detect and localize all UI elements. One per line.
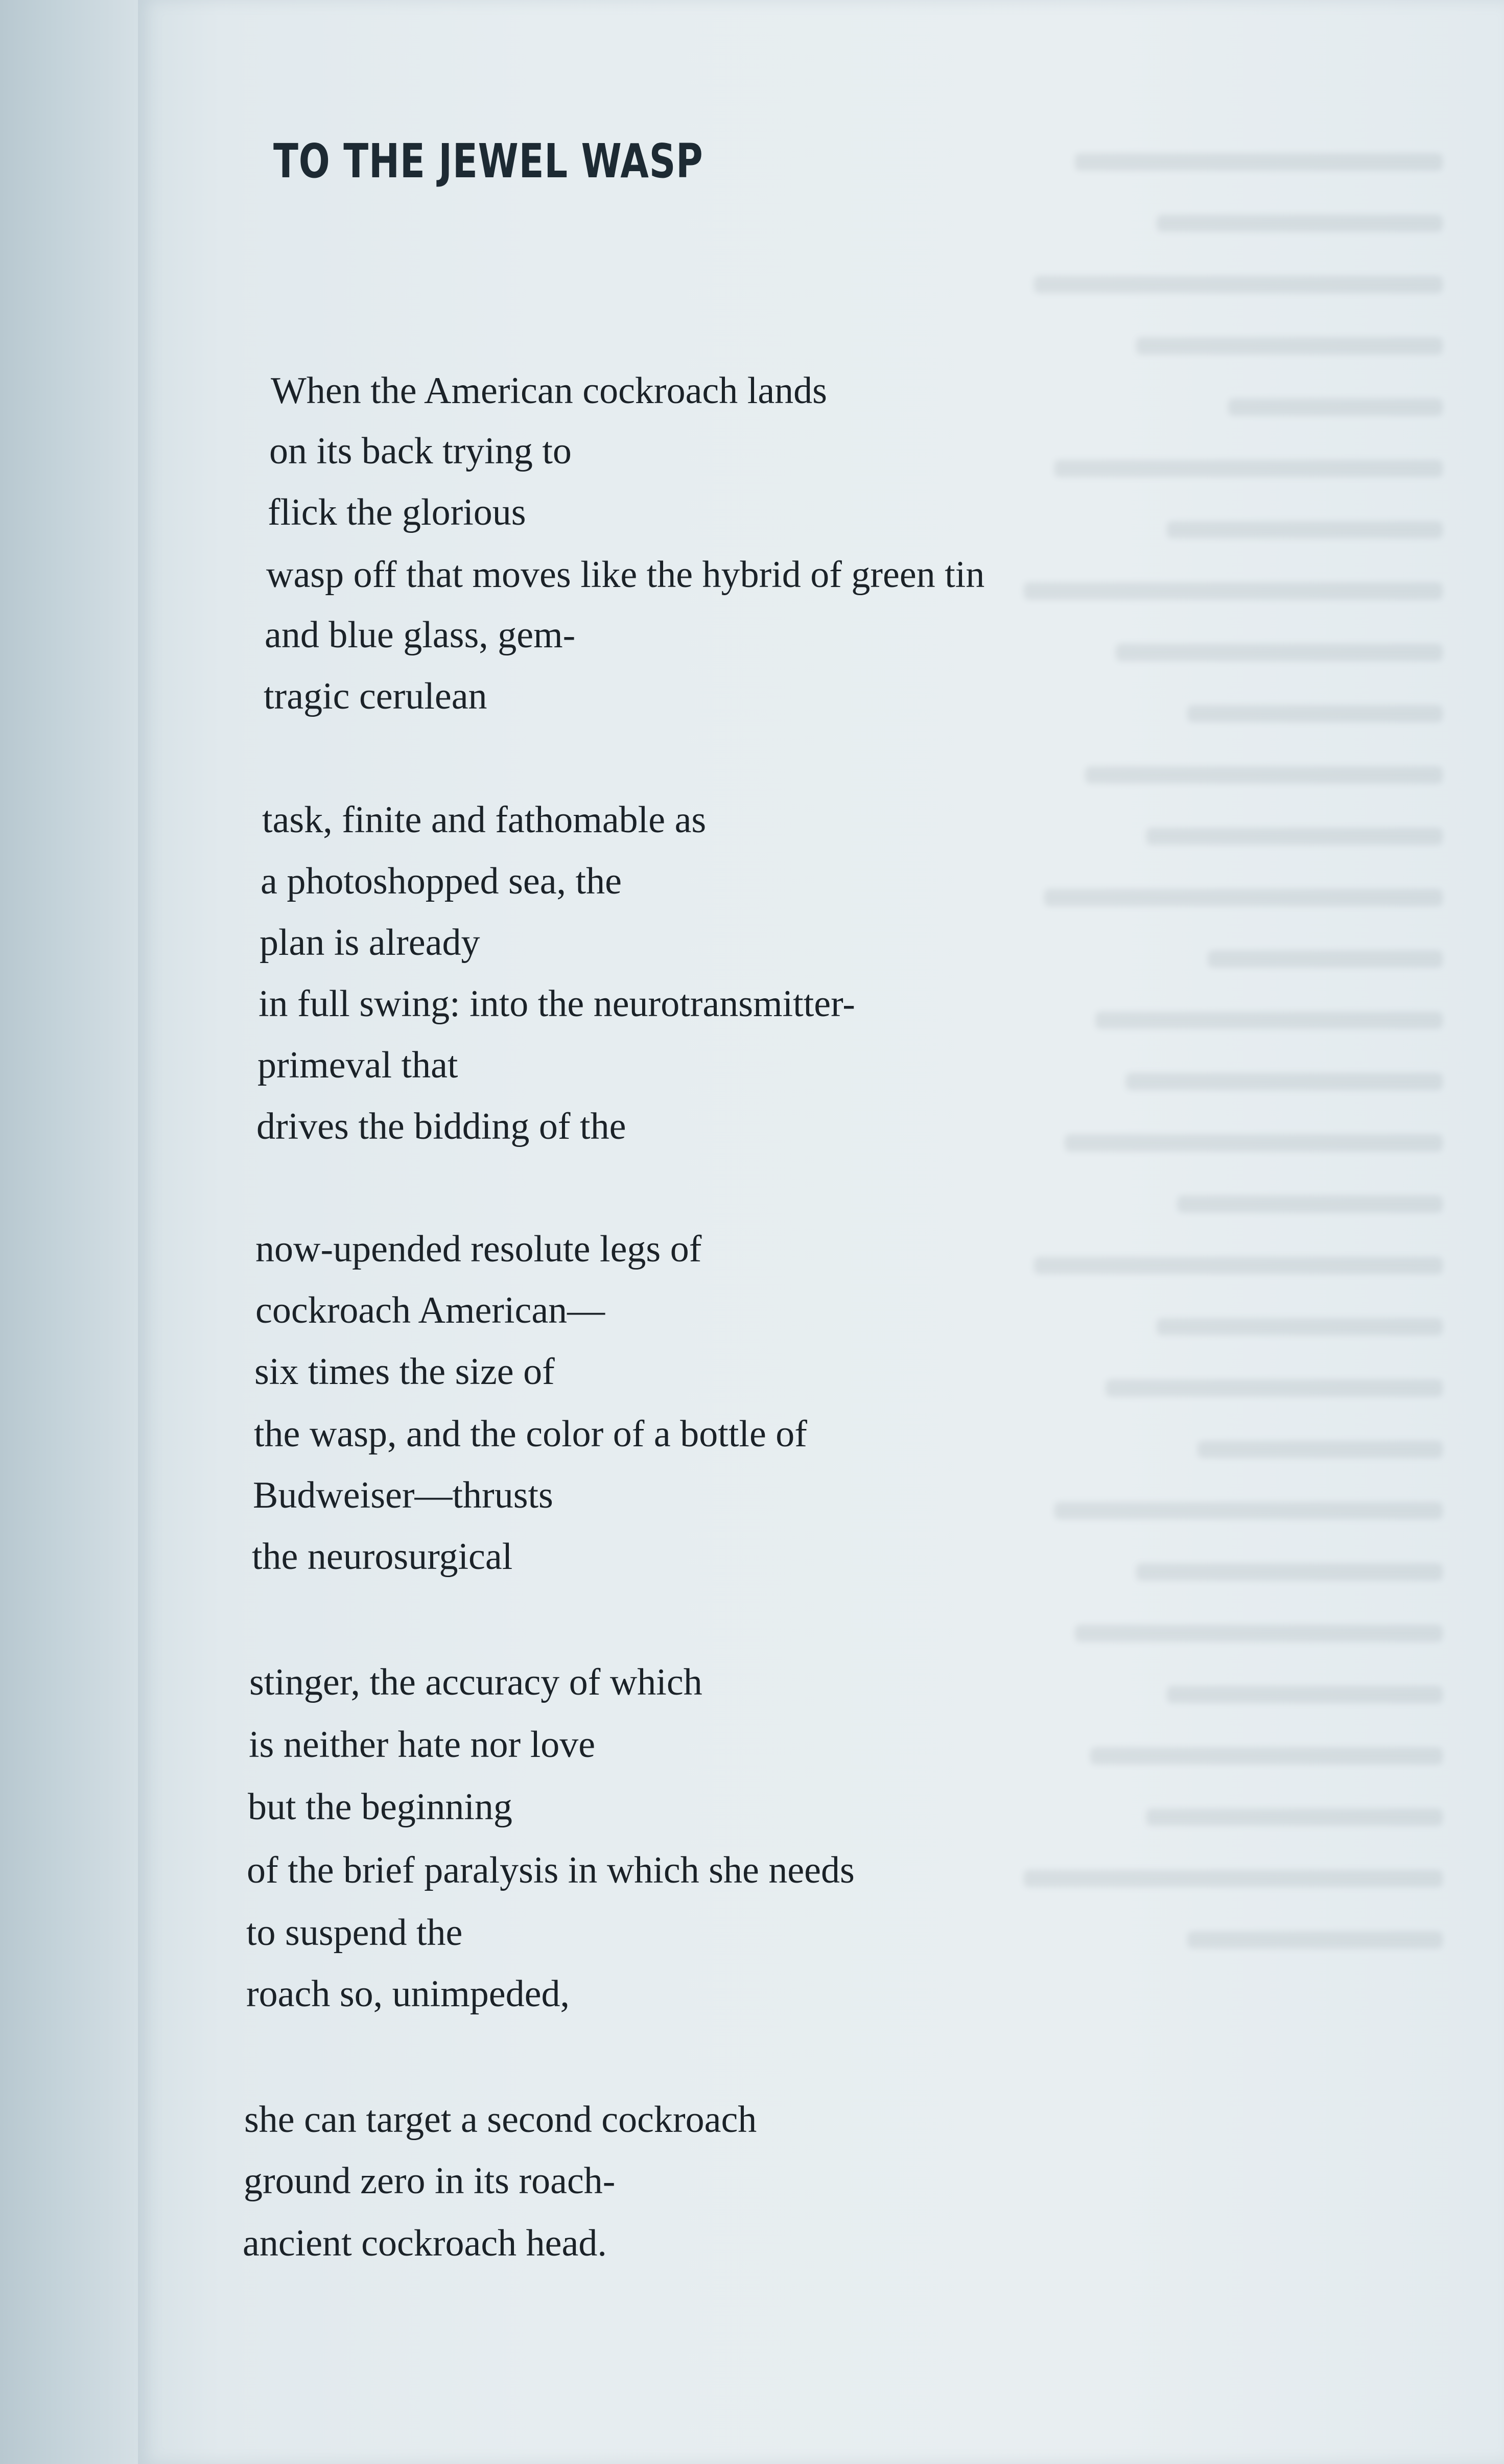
poem-line: ancient cockroach head.: [243, 2222, 607, 2264]
poem-line: Budweiser—thrusts: [253, 1474, 553, 1516]
poem-line: the neurosurgical: [252, 1536, 513, 1578]
poem-line: stinger, the accuracy of which: [249, 1661, 702, 1703]
poem-line: but the beginning: [248, 1786, 512, 1828]
poem-line: task, finite and fathomable as: [262, 799, 707, 841]
poem-line: six times the size of: [254, 1351, 555, 1393]
poem-line: of the brief paralysis in which she needs: [247, 1849, 855, 1891]
poem-line: in full swing: into the neurotransmitter-: [258, 983, 855, 1025]
poem-line: wasp off that moves like the hybrid of green tin: [266, 554, 985, 596]
poem-line: the wasp, and the color of a bottle of: [254, 1413, 807, 1455]
poem-line: drives the bidding of the: [256, 1106, 626, 1147]
poem-line: she can target a second cockroach: [244, 2099, 757, 2141]
poem-line: When the American cockroach lands: [271, 370, 827, 412]
poem-line: on its back trying to: [269, 430, 572, 472]
poem-line: is neither hate nor love: [249, 1724, 596, 1766]
poem-line: now-upended resolute legs of: [255, 1228, 702, 1270]
poem-line: flick the glorious: [268, 491, 526, 533]
poem-line: and blue glass, gem-: [265, 614, 576, 656]
poem-line: tragic cerulean: [264, 675, 487, 717]
poem-line: plan is already: [260, 922, 480, 964]
poem-line: to suspend the: [246, 1912, 463, 1954]
poem-line: a photoshopped sea, the: [261, 860, 622, 902]
poem-line: roach so, unimpeded,: [246, 1973, 570, 2015]
poem-line: primeval that: [257, 1044, 458, 1086]
poem-line: cockroach American—: [255, 1289, 605, 1331]
poem-title: TO THE JEWEL WASP: [273, 134, 703, 189]
poem-line: ground zero in its roach-: [244, 2160, 616, 2202]
